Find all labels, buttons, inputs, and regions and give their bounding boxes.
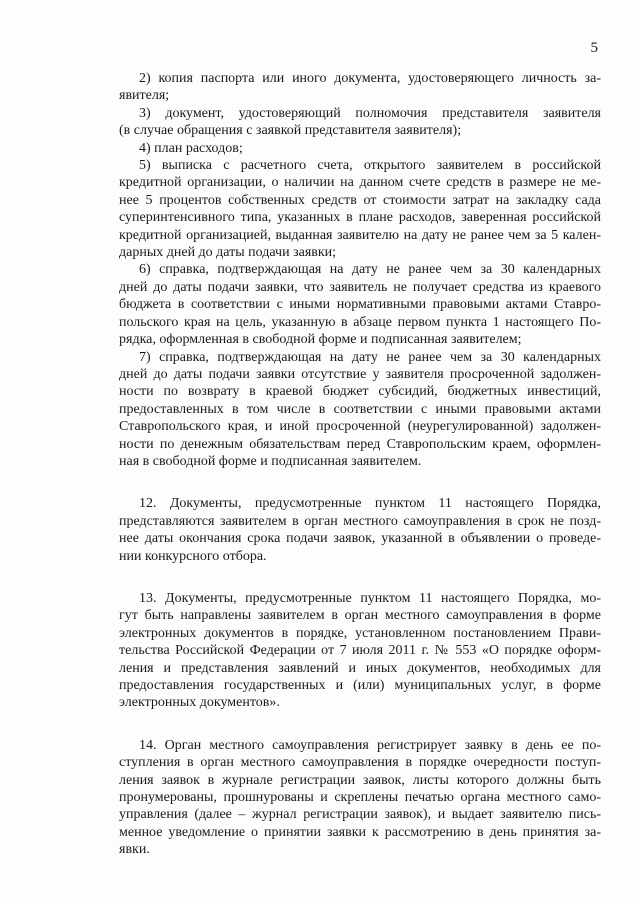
text-line: явки. [119,842,150,858]
text-line: нии конкурсного отбора. [119,548,267,564]
text-line: 5) выписка с расчетного счета, открытого заявителем в российской [139,158,601,174]
text-line: ления и представления заявлений и иных документов, необходимых для [119,660,601,676]
text-line: 13. Документы, предусмотренные пунктом 11 настоящего Порядка, мо- [139,590,601,606]
text-line: управления (далее – журнал регистрации заявок), и выдает заявителю пись- [119,807,601,823]
text-line: гут быть направлены заявителем в орган местного самоуправления в форме [119,608,601,624]
text-line: пронумерованы, прошнурованы и скреплены печатью органа местного само- [119,790,601,806]
text-line: дарных дней до даты подачи заявки; [119,245,337,261]
list-item [119,349,601,471]
text-line: предоставленных в том числе в соответствии с иными правовыми актами [119,401,601,417]
list-item [119,140,601,157]
text-line: 6) справка, подтверждающая на дату не ранее чем за 30 календарных [139,262,601,278]
text-line: нее даты окончания срока подачи заявок, указанной в объявлении о проведе- [119,531,601,547]
text-line: кредитной организацией, выданная заявителю на дату не ранее чем за 5 кален- [119,227,601,243]
text-line: представляются заявителем в орган местного самоуправления в срок не позд- [119,513,601,529]
document-items-list [119,70,601,470]
text-line: ступления в орган местного самоуправления в порядке очередности поступ- [119,755,601,771]
text-line: нее 5 процентов собственных средств от стоимости затрат на закладку сада [119,192,601,208]
section-paragraph [119,495,601,565]
text-line: ления заявок в журнале регистрации заявок, листы которого должны быть [119,772,601,788]
document-body [119,70,601,859]
section-paragraph [119,737,601,859]
list-item [119,70,601,105]
text-line: 12. Документы, предусмотренные пунктом 11 настоящего Порядка, [139,496,601,512]
document-sections-list [119,495,601,858]
list-item [119,105,601,140]
section-paragraph [119,590,601,712]
text-line: ная в свободной форме и подписанная заявителем. [119,453,422,469]
text-line: рядка, оформленная в свободной форме и подписанная заявителем; [119,332,522,348]
text-line: бюджета в соответствии с иными нормативными правовыми актами Ставро- [119,297,601,313]
page-number: 5 [590,40,598,56]
list-item [119,261,601,348]
text-line: 3) документ, удостоверяющий полномочия представителя заявителя [139,105,601,121]
text-line: Ставропольского края, и иной просроченной (неурегулированной) задолжен- [119,419,601,435]
text-line: 4) план расходов; [139,140,243,156]
text-line: ности по денежным обязательствам перед Ставропольским краем, оформлен- [119,436,601,452]
text-line: менное уведомление о принятии заявки к рассмотрению в день принятия за- [119,824,601,840]
text-line: ности по возврату в краевой бюджет субсидий, бюджетных инвестиций, [119,384,601,400]
text-line: дней до даты подачи заявки отсутствие у заявителя просроченной задолжен- [119,366,601,382]
text-line: польского края на цель, указанную в абзаце первом пункта 1 настоящего По- [119,314,601,330]
text-line: тельства Российской Федерации от 7 июля 2011 г. № 553 «О порядке оформ- [119,643,601,659]
text-line: электронных документов в порядке, установленном постановлением Прави- [119,625,601,641]
list-item [119,157,601,261]
text-line: 14. Орган местного самоуправления регистрирует заявку в день ее по- [139,737,601,753]
text-line: электронных документов». [119,695,280,711]
text-line: 7) справка, подтверждающая на дату не ранее чем за 30 календарных [139,349,601,365]
text-line: суперинтенсивного типа, указанных в плане расходов, заверенная российской [119,210,601,226]
text-line: предоставления государственных и (или) муниципальных услуг, в форме [119,678,601,693]
text-line: дней до даты подачи заявки, что заявитель не получает средства из краевого [119,279,601,295]
text-line: кредитной организации, о наличии на данном счете средств в размере не ме- [119,175,601,191]
text-line: 2) копия паспорта или иного документа, удостоверяющего личность за- [139,71,601,86]
text-line: (в случае обращения с заявкой представителя заявителя); [119,123,462,139]
text-line: явителя; [119,88,170,104]
